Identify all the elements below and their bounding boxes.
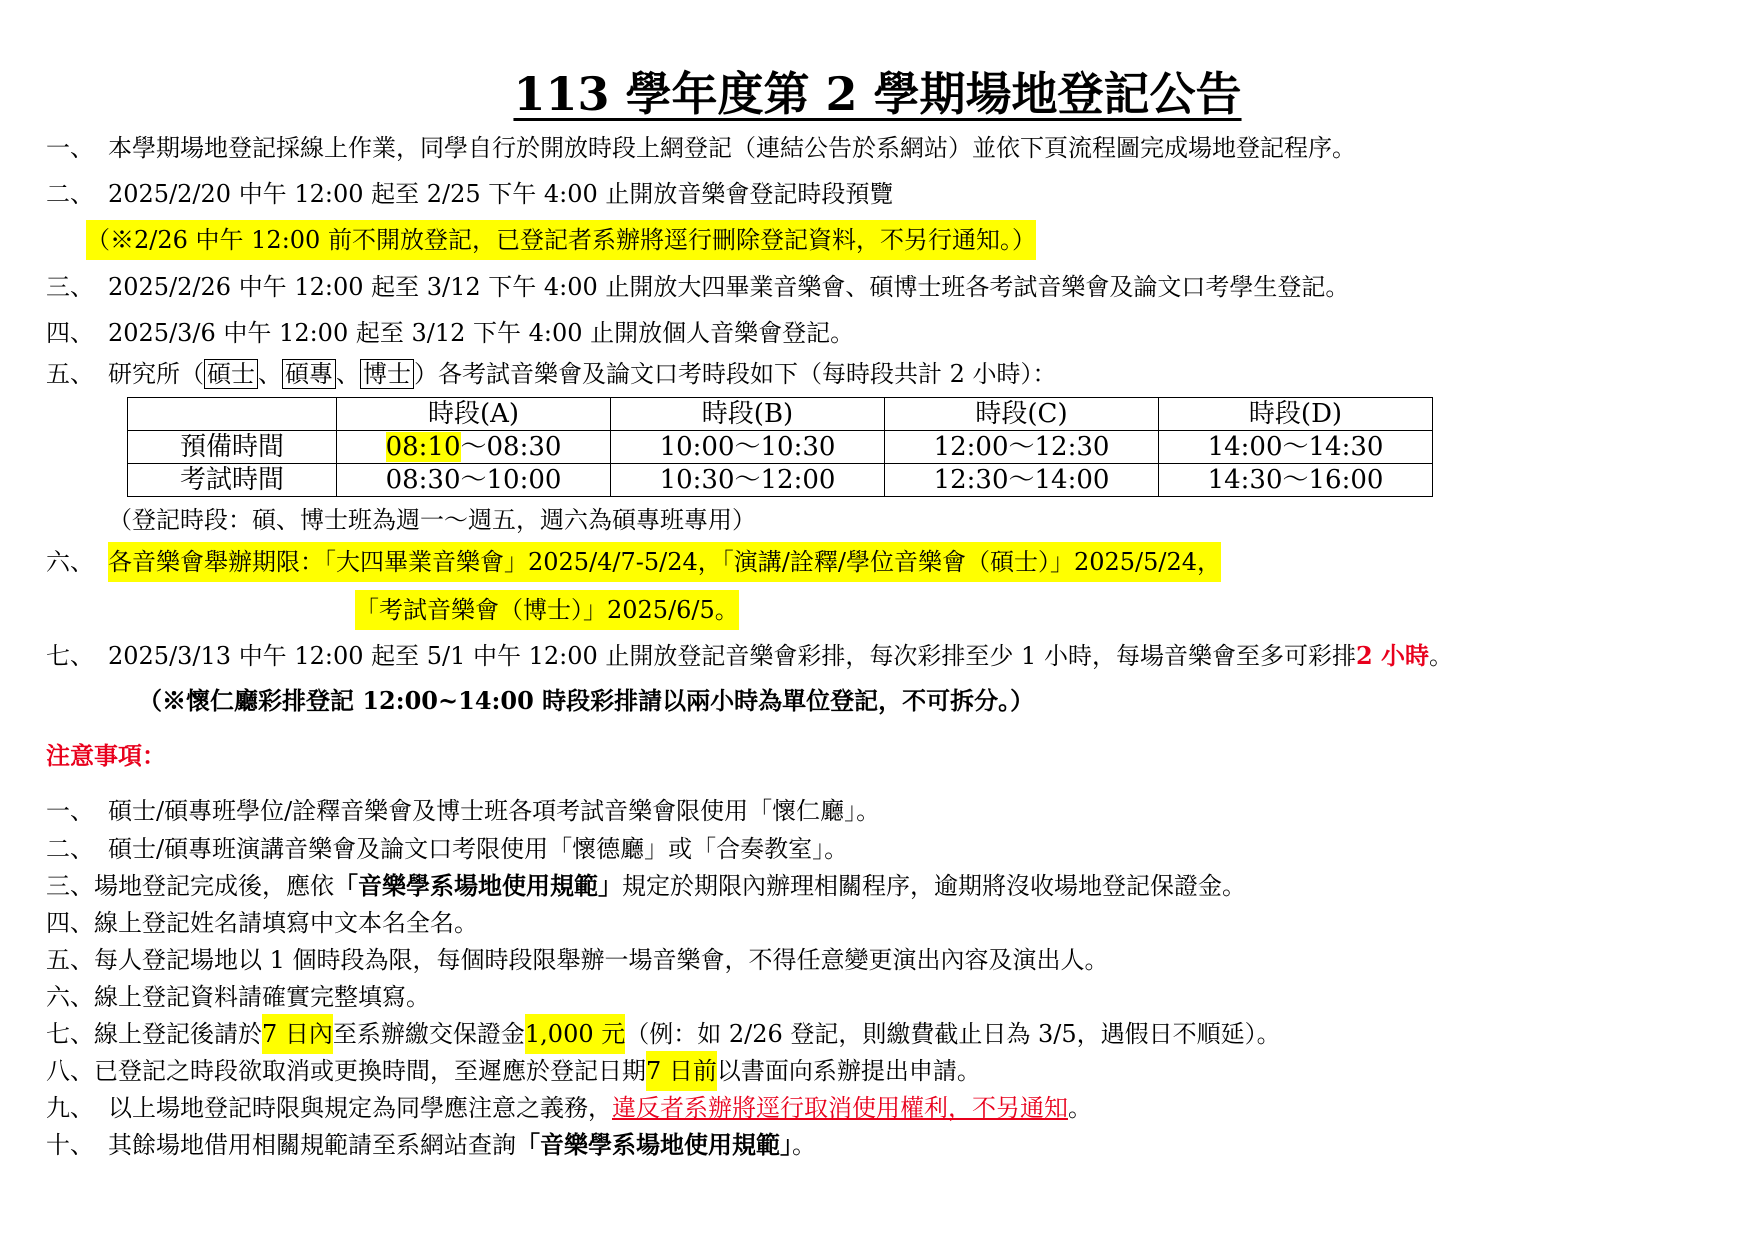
item-1 (46, 130, 1356, 166)
item-2 (46, 176, 893, 212)
note-7-number: 七、 (46, 1020, 94, 1048)
note-1 (46, 793, 880, 829)
note-3 (46, 868, 1246, 904)
item-6-number: 六、 (46, 548, 94, 576)
item-5-sep-1: 、 (258, 360, 282, 388)
schedule-header-b: 時段(B) (611, 398, 885, 431)
note-5-number: 五、 (46, 946, 94, 974)
item-3-number: 三、 (46, 273, 94, 301)
note-10-number: 十、 (46, 1131, 94, 1159)
note-3-pre: 場地登記完成後，應依 (94, 872, 334, 900)
schedule-row-prep (128, 431, 1433, 464)
schedule-header-c: 時段(C) (885, 398, 1159, 431)
item-4 (46, 315, 854, 351)
item-7-number: 七、 (46, 642, 94, 670)
schedule-header-a: 時段(A) (337, 398, 611, 431)
item-3-text: 2025/2/26 中午 12:00 起至 3/12 下午 4:00 止開放大四畢業音樂會、碩博士班各考試音樂會及論文口考學生登記。 (108, 273, 1350, 301)
item-7-red: 2 小時 (1355, 641, 1430, 670)
note-4-number: 四、 (46, 909, 94, 937)
note-7-highlight-amount: 1,000 元 (525, 1014, 625, 1054)
item-4-number: 四、 (46, 319, 94, 347)
note-9-pre: 以上場地登記時限與規定為同學應注意之義務， (108, 1094, 612, 1122)
note-9 (46, 1090, 1092, 1126)
note-6-text: 線上登記資料請確實完整填寫。 (94, 983, 430, 1011)
item-7-end: 。 (1429, 642, 1454, 670)
schedule-cell-b: 10:00～10:30 (611, 431, 885, 464)
item-6-line-1: 各音樂會舉辦期限：「大四畢業音樂會」2025/4/7-5/24，「演講/詮釋/學位音樂會（碩士）」2025/5/24， (108, 542, 1221, 582)
note-5 (46, 942, 1109, 978)
note-10 (46, 1127, 816, 1163)
note-8-pre: 已登記之時段欲取消或更換時間，至遲應於登記日期 (94, 1057, 646, 1085)
item-5-footnote: （登記時段：碩、博士班為週一～週五，週六為碩專班專用） (108, 506, 756, 534)
note-2-text: 碩士/碩專班演講音樂會及論文口考限使用「懷德廳」或「合奏教室」。 (108, 835, 849, 863)
item-2-note: （※2/26 中午 12:00 前不開放登記，已登記者系辦將逕行刪除登記資料，不另行通知。） (86, 220, 1036, 260)
item-7-text: 2025/3/13 中午 12:00 起至 5/1 中午 12:00 止開放登記音樂會彩排，每次彩排至少 1 小時，每場音樂會至多可彩排 (108, 642, 1356, 670)
schedule-cell-a-highlight: 08:10 (385, 432, 461, 462)
note-5-text: 每人登記場地以 1 個時段為限，每個時段限舉辦一場音樂會，不得任意變更演出內容及演出人。 (94, 946, 1109, 974)
schedule-cell-a (337, 431, 611, 464)
note-1-text: 碩士/碩專班學位/詮釋音樂會及博士班各項考試音樂會限使用「懷仁廳」。 (108, 797, 881, 825)
note-9-post: 。 (1068, 1094, 1092, 1122)
note-7 (46, 1016, 1281, 1052)
note-7-post: （例：如 2/26 登記，則繳費截止日為 3/5，遇假日不順延）。 (625, 1020, 1281, 1048)
item-3 (46, 269, 1349, 305)
schedule-cell-c: 12:00～12:30 (885, 431, 1159, 464)
schedule-cell-c: 12:30～14:00 (885, 464, 1159, 497)
note-7-highlight-days: 7 日內 (262, 1014, 333, 1054)
note-8-number: 八、 (46, 1057, 94, 1085)
item-5-sep-2: 、 (336, 360, 360, 388)
note-4 (46, 905, 478, 941)
schedule-cell-d: 14:30～16:00 (1159, 464, 1433, 497)
degree-box-emba: 碩專 (282, 359, 336, 389)
item-1-number: 一、 (46, 134, 94, 162)
schedule-table (127, 397, 1433, 497)
item-5-pre: 研究所（ (108, 360, 204, 388)
page-title: 113 學年度第 2 學期場地登記公告 (513, 67, 1242, 121)
notes-heading: 注意事項： (46, 741, 166, 770)
note-3-bold: 「音樂學系場地使用規範」 (334, 871, 622, 900)
item-2-number: 二、 (46, 180, 94, 208)
item-2-text: 2025/2/20 中午 12:00 起至 2/25 下午 4:00 止開放音樂會登記時段預覽 (108, 180, 894, 208)
degree-box-doctoral: 博士 (360, 359, 414, 389)
note-7-pre: 線上登記後請於 (94, 1020, 262, 1048)
item-1-text: 本學期場地登記採線上作業，同學自行於開放時段上網登記（連結公告於系網站）並依下頁流程圖完成場地登記程序。 (108, 134, 1356, 162)
item-6 (46, 544, 1221, 580)
note-8-post: 以書面向系辦提出申請。 (716, 1057, 981, 1085)
page-title-wrap (0, 58, 1755, 124)
note-8-highlight: 7 日前 (646, 1051, 717, 1091)
note-9-warning: 違反者系辦將逕行取消使用權利，不另通知 (612, 1094, 1068, 1122)
note-2-number: 二、 (46, 835, 94, 863)
schedule-row-label: 預備時間 (128, 431, 337, 464)
item-2-note-line (86, 222, 1036, 258)
item-5 (46, 356, 1057, 392)
degree-box-masters: 碩士 (204, 359, 258, 389)
note-3-number: 三、 (46, 872, 94, 900)
schedule-cell-b: 10:30～12:00 (611, 464, 885, 497)
schedule-header-d: 時段(D) (1159, 398, 1433, 431)
schedule-row-exam (128, 464, 1433, 497)
note-8 (46, 1053, 981, 1089)
item-6-cont (355, 592, 739, 628)
note-6 (46, 979, 430, 1015)
schedule-header-corner (128, 398, 337, 431)
schedule-cell-a-rest: ～08:30 (460, 432, 562, 462)
note-10-post: 。 (792, 1131, 816, 1159)
note-4-text: 線上登記姓名請填寫中文本名全名。 (94, 909, 478, 937)
note-3-post: 規定於期限內辦理相關程序，逾期將沒收場地登記保證金。 (622, 872, 1246, 900)
schedule-row-label: 考試時間 (128, 464, 337, 497)
note-9-number: 九、 (46, 1094, 94, 1122)
note-10-pre: 其餘場地借用相關規範請至系網站查詢 (108, 1131, 516, 1159)
item-7-note: （※懷仁廳彩排登記 12:00~14:00 時段彩排請以兩小時為單位登記，不可拆分。） (138, 686, 1035, 715)
schedule-cell-a (337, 464, 611, 497)
item-6-line-2: 「考試音樂會（博士）」2025/6/5。 (355, 590, 739, 630)
item-5-post: ）各考試音樂會及論文口考時段如下（每時段共計 2 小時）： (414, 360, 1057, 388)
item-7 (46, 638, 1453, 674)
item-5-number: 五、 (46, 360, 94, 388)
schedule-cell-d: 14:00～14:30 (1159, 431, 1433, 464)
note-1-number: 一、 (46, 797, 94, 825)
note-7-mid: 至系辦繳交保證金 (332, 1020, 525, 1048)
note-6-number: 六、 (46, 983, 94, 1011)
schedule-cell-a-rest: 08:30～10:00 (385, 465, 562, 495)
note-10-bold: 「音樂學系場地使用規範」 (516, 1130, 792, 1159)
item-4-text: 2025/3/6 中午 12:00 起至 3/12 下午 4:00 止開放個人音樂會登記。 (108, 319, 855, 347)
schedule-header-row (128, 398, 1433, 431)
note-2 (46, 831, 848, 867)
